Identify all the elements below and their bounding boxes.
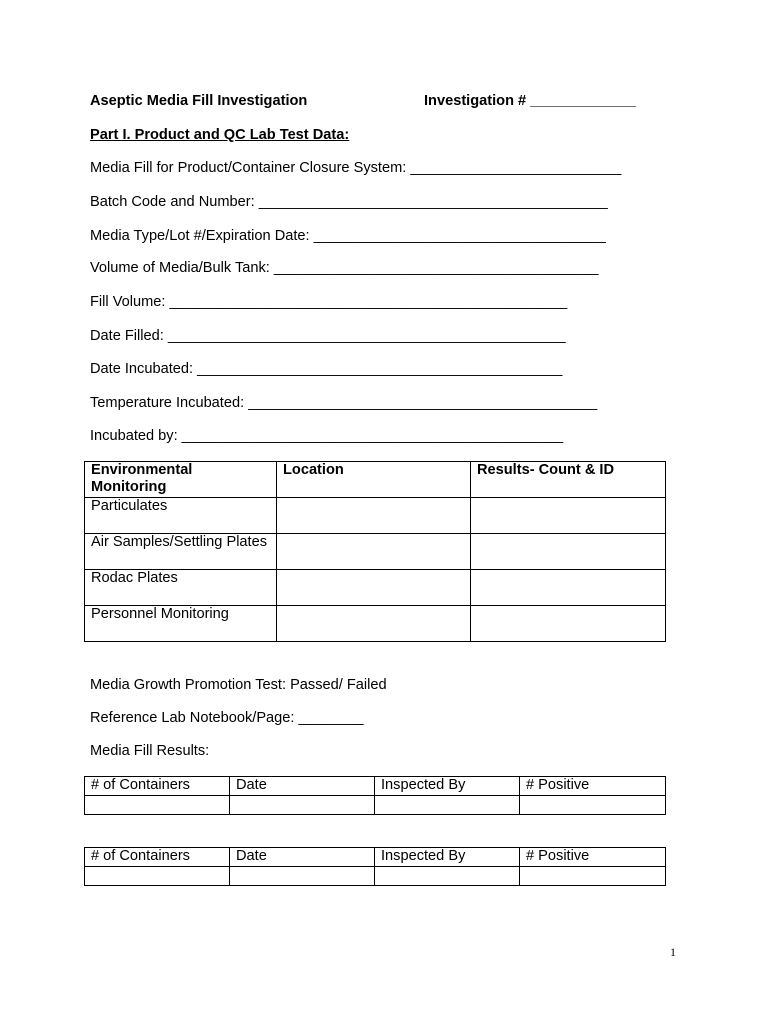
table-cell (520, 796, 666, 815)
media-fill-results-table (84, 847, 666, 886)
table-header-cell: Date (230, 777, 375, 796)
table-header-cell: Inspected By (375, 848, 520, 867)
field-volume-media: Volume of Media/Bulk Tank: ________________________________________ (90, 260, 599, 276)
table-row (85, 570, 666, 606)
table-cell (277, 534, 471, 570)
field-batch-code: Batch Code and Number: ___________________________________________ (90, 194, 608, 210)
table-cell: Personnel Monitoring (85, 606, 277, 642)
reference-lab-notebook: Reference Lab Notebook/Page: ________ (90, 710, 364, 726)
investigation-number-label: Investigation # _____________ (424, 93, 636, 109)
table-cell (230, 867, 375, 886)
table-cell (520, 867, 666, 886)
table-cell: Air Samples/Settling Plates (85, 534, 277, 570)
table-header-cell: Inspected By (375, 777, 520, 796)
field-product-closure-system: Media Fill for Product/Container Closure System: __________________________ (90, 160, 622, 176)
field-date-filled: Date Filled: _________________________________________________ (90, 328, 566, 344)
environmental-monitoring-table (84, 461, 666, 642)
table-cell (230, 796, 375, 815)
table-header-cell: Location (277, 462, 471, 498)
table-header-cell: # Positive (520, 777, 666, 796)
table-cell: Rodac Plates (85, 570, 277, 606)
table-header-cell: Results- Count & ID (471, 462, 666, 498)
table-row (85, 534, 666, 570)
growth-promotion-test: Media Growth Promotion Test: Passed/ Failed (90, 677, 387, 693)
table-cell (471, 534, 666, 570)
table-row (85, 867, 666, 886)
field-incubated-by: Incubated by: _______________________________________________ (90, 428, 564, 444)
field-fill-volume: Fill Volume: _________________________________________________ (90, 294, 568, 310)
table-cell (277, 570, 471, 606)
table-cell: Particulates (85, 498, 277, 534)
field-temperature-incubated: Temperature Incubated: ___________________________________________ (90, 395, 598, 411)
table-row (85, 606, 666, 642)
form-title: Aseptic Media Fill Investigation (90, 93, 308, 109)
field-date-incubated: Date Incubated: _____________________________________________ (90, 361, 563, 377)
table-cell (85, 796, 230, 815)
table-cell (471, 606, 666, 642)
table-header-row (85, 848, 666, 867)
part1-heading: Part I. Product and QC Lab Test Data: (90, 127, 350, 143)
table-header-row (85, 462, 666, 498)
table-header-row (85, 777, 666, 796)
table-row (85, 498, 666, 534)
media-fill-results-label: Media Fill Results: (90, 743, 210, 759)
table-cell (375, 867, 520, 886)
table-cell (471, 570, 666, 606)
table-row (85, 796, 666, 815)
table-cell (375, 796, 520, 815)
table-cell (471, 498, 666, 534)
field-media-type-lot: Media Type/Lot #/Expiration Date: ____________________________________ (90, 228, 606, 244)
media-fill-results-table (84, 776, 666, 815)
table-header-cell: # of Containers (85, 848, 230, 867)
page-number: 1 (670, 945, 676, 959)
table-header-cell: Environmental Monitoring (85, 462, 277, 498)
table-cell (85, 867, 230, 886)
table-header-cell: # Positive (520, 848, 666, 867)
table-header-cell: Date (230, 848, 375, 867)
table-header-cell: # of Containers (85, 777, 230, 796)
table-cell (277, 606, 471, 642)
table-cell (277, 498, 471, 534)
